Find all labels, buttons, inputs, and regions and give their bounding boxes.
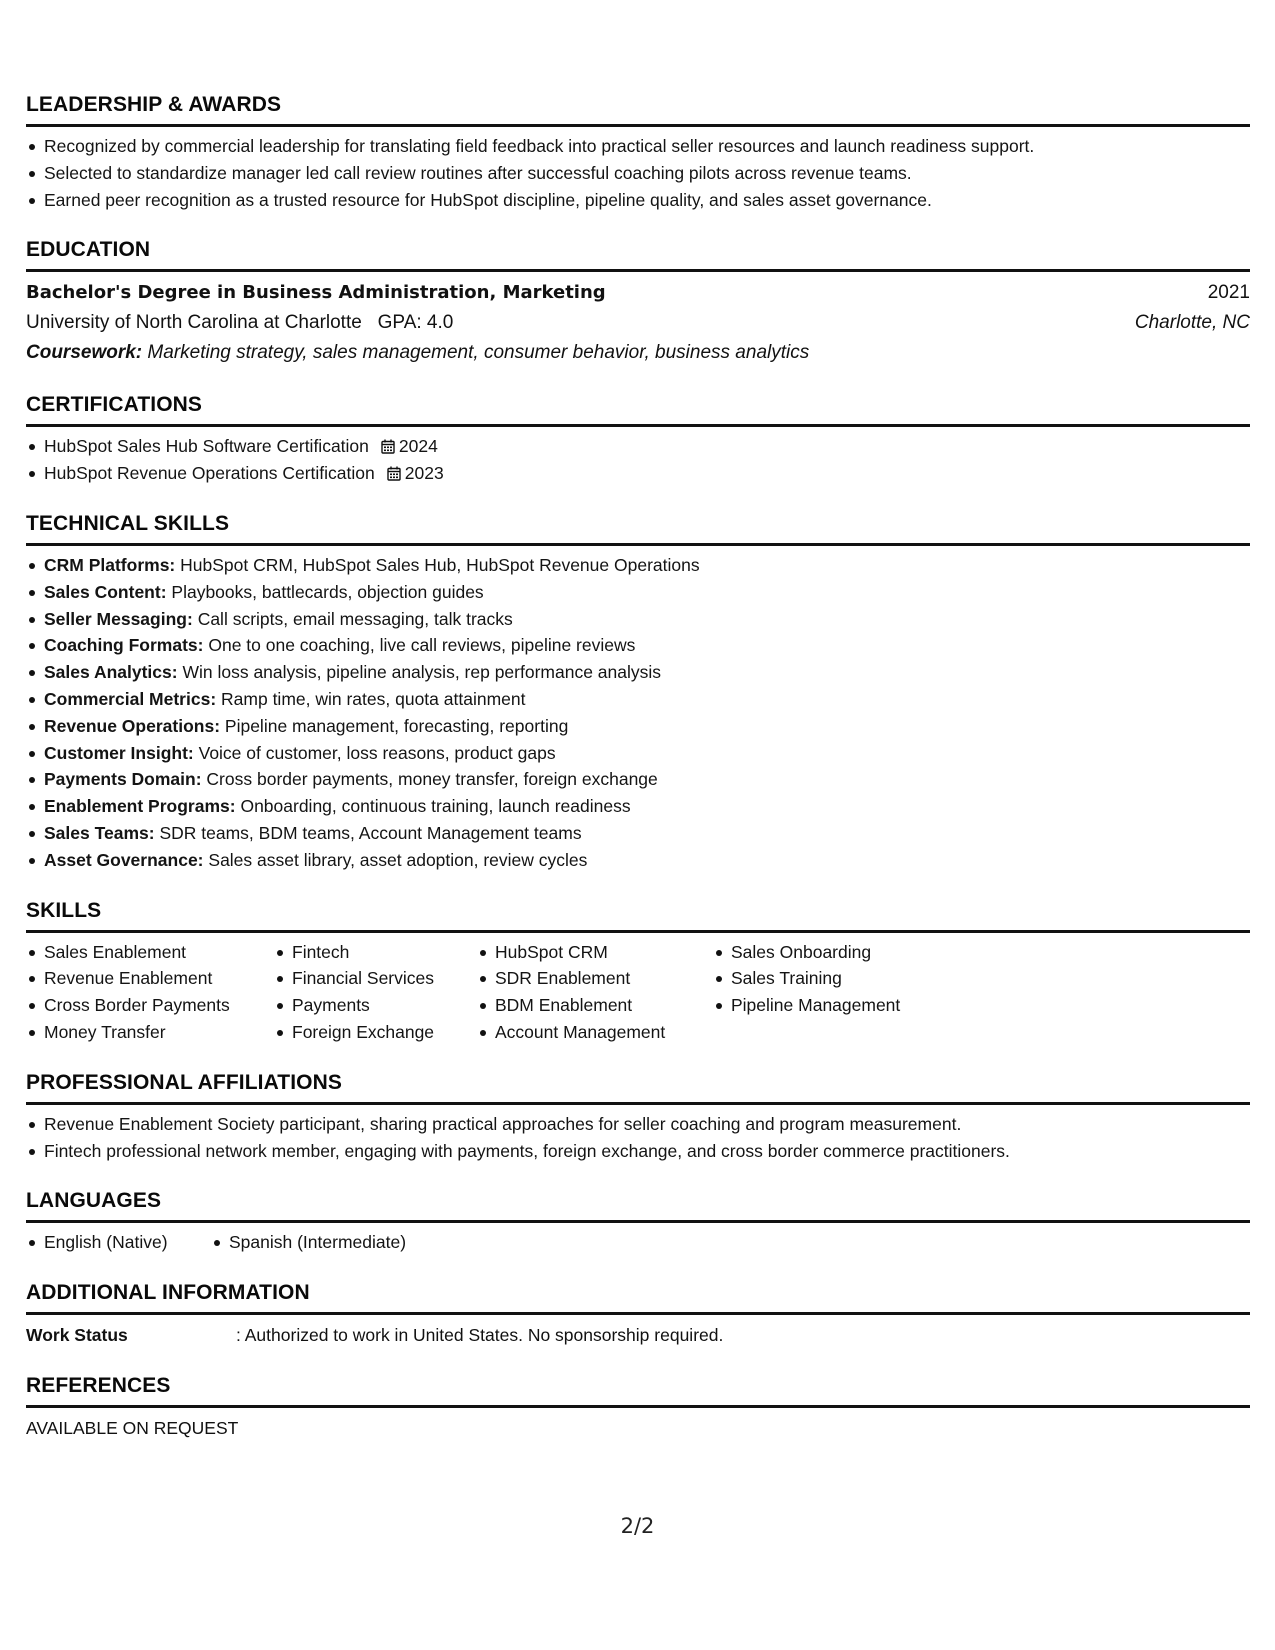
list-item: Payments [292, 992, 477, 1019]
skill-value: Sales asset library, asset adoption, review cycles [208, 849, 588, 870]
list-item: Selected to standardize manager led call review routines after successful coaching pilots across revenue teams. [44, 160, 1250, 187]
language-item: English (Native) [44, 1229, 211, 1256]
school-location: Charlotte, NC [1134, 312, 1250, 334]
section-title-skills: SKILLS [26, 898, 1250, 933]
skill-value: Voice of customer, loss reasons, product gaps [198, 742, 556, 763]
leadership-list [26, 133, 1250, 213]
languages-section [26, 1188, 1250, 1256]
list-item: Sales Enablement [44, 939, 274, 966]
skills-column [274, 939, 477, 1046]
coursework-text: Marketing strategy, sales management, consumer behavior, business analytics [147, 342, 810, 364]
list-item [44, 606, 1250, 633]
skills-grid [26, 939, 1250, 1046]
skills-column [26, 939, 274, 1046]
list-item [44, 659, 1250, 686]
certifications-list [26, 433, 1250, 487]
cert-name: HubSpot Revenue Operations Certification [44, 463, 375, 484]
gpa: GPA: 4.0 [377, 312, 454, 334]
technical-skills-section [26, 511, 1250, 874]
skill-value: Win loss analysis, pipeline analysis, rep performance analysis [182, 662, 662, 683]
section-title-affiliations: PROFESSIONAL AFFILIATIONS [26, 1070, 1250, 1105]
skill-value: Onboarding, continuous training, launch readiness [240, 796, 631, 817]
languages-row [26, 1229, 1250, 1256]
skill-label: Payments Domain: [44, 769, 202, 790]
list-item: Pipeline Management [731, 992, 981, 1019]
skill-label: Sales Content: [44, 581, 167, 602]
references-text: AVAILABLE ON REQUEST [26, 1418, 239, 1439]
skill-value: Pipeline management, forecasting, reporting [224, 715, 569, 736]
skill-value: Playbooks, battlecards, objection guides [171, 581, 484, 602]
list-item [44, 460, 1250, 487]
section-title-education: EDUCATION [26, 237, 1250, 272]
list-item: Fintech [292, 939, 477, 966]
list-item: Revenue Enablement [44, 965, 274, 992]
list-item: Financial Services [292, 965, 477, 992]
list-item [44, 552, 1250, 579]
list-item: HubSpot CRM [495, 939, 713, 966]
skill-label: Seller Messaging: [44, 608, 193, 629]
language-item: Spanish (Intermediate) [229, 1229, 406, 1256]
list-item: BDM Enablement [495, 992, 713, 1019]
list-item: Earned peer recognition as a trusted resource for HubSpot discipline, pipeline quality, and sales asset governance. [44, 187, 1250, 214]
skill-value: Cross border payments, money transfer, foreign exchange [206, 769, 658, 790]
work-status-value: : Authorized to work in United States. No sponsorship required. [236, 1325, 724, 1346]
work-status-label: Work Status [26, 1325, 128, 1346]
section-title-leadership: LEADERSHIP & AWARDS [26, 92, 1250, 127]
degree: Bachelor's Degree in Business Administration, Marketing [26, 282, 606, 304]
section-title-certifications: CERTIFICATIONS [26, 392, 1250, 427]
list-item [44, 433, 1250, 460]
list-item [44, 740, 1250, 767]
calendar-icon [387, 466, 401, 481]
list-item [44, 579, 1250, 606]
skills-column [713, 939, 981, 1046]
list-item: Fintech professional network member, engaging with payments, foreign exchange, and cross border commerce practitioners. [44, 1138, 1250, 1165]
calendar-icon [381, 439, 395, 454]
section-title-technical-skills: TECHNICAL SKILLS [26, 511, 1250, 546]
list-item: Recognized by commercial leadership for translating field feedback into practical seller resources and launch readiness support. [44, 133, 1250, 160]
list-item: SDR Enablement [495, 965, 713, 992]
skill-label: Commercial Metrics: [44, 688, 217, 709]
section-title-languages: LANGUAGES [26, 1188, 1250, 1223]
list-item [44, 713, 1250, 740]
cert-name: HubSpot Sales Hub Software Certification [44, 436, 369, 457]
references-section [26, 1373, 1250, 1442]
list-item [44, 793, 1250, 820]
skill-label: Asset Governance: [44, 849, 204, 870]
skill-label: Revenue Operations: [44, 715, 221, 736]
skill-label: CRM Platforms: [44, 554, 176, 575]
list-item: Cross Border Payments [44, 992, 274, 1019]
education-section [26, 237, 1250, 368]
skills-column [477, 939, 713, 1046]
resume-page [26, 92, 1250, 1442]
list-item [44, 632, 1250, 659]
technical-skills-list [26, 552, 1250, 874]
skill-label: Sales Teams: [44, 822, 155, 843]
skill-label: Coaching Formats: [44, 635, 204, 656]
skill-label: Sales Analytics: [44, 662, 178, 683]
skill-value: Call scripts, email messaging, talk tracks [197, 608, 513, 629]
list-item: Sales Onboarding [731, 939, 981, 966]
skill-label: Enablement Programs: [44, 796, 236, 817]
graduation-year: 2021 [1207, 282, 1250, 304]
list-item: Account Management [495, 1019, 713, 1046]
skill-value: SDR teams, BDM teams, Account Management teams [159, 822, 582, 843]
affiliations-list [26, 1111, 1250, 1165]
coursework [26, 338, 1250, 368]
list-item [44, 847, 1250, 874]
page-number: 2/2 [620, 1514, 655, 1538]
skill-value: One to one coaching, live call reviews, pipeline reviews [208, 635, 636, 656]
list-item: Money Transfer [44, 1019, 274, 1046]
list-item [44, 686, 1250, 713]
affiliations-section [26, 1070, 1250, 1165]
leadership-section [26, 92, 1250, 213]
list-item: Sales Training [731, 965, 981, 992]
list-item: Revenue Enablement Society participant, sharing practical approaches for seller coaching and program measurement. [44, 1111, 1250, 1138]
additional-info-section [26, 1280, 1250, 1349]
section-title-additional-info: ADDITIONAL INFORMATION [26, 1280, 1250, 1315]
skills-section [26, 898, 1250, 1046]
school-name: University of North Carolina at Charlotte [26, 312, 362, 334]
section-title-references: REFERENCES [26, 1373, 1250, 1408]
skill-label: Customer Insight: [44, 742, 194, 763]
coursework-label: Coursework: [26, 342, 143, 364]
cert-year: 2024 [398, 436, 438, 457]
skill-value: HubSpot CRM, HubSpot Sales Hub, HubSpot Revenue Operations [180, 554, 700, 575]
list-item: Foreign Exchange [292, 1019, 477, 1046]
list-item [44, 820, 1250, 847]
skill-value: Ramp time, win rates, quota attainment [221, 688, 526, 709]
certifications-section [26, 392, 1250, 487]
list-item [44, 766, 1250, 793]
cert-year: 2023 [404, 463, 444, 484]
